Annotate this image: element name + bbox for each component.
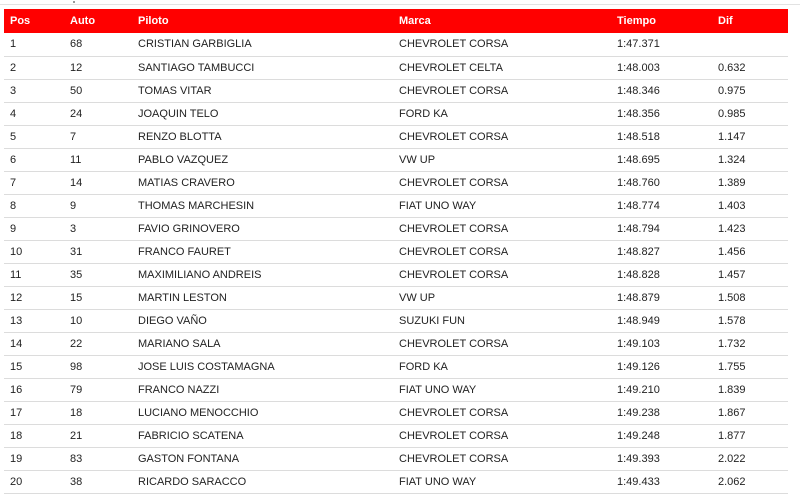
cell-dif: 1.456	[712, 240, 788, 263]
cell-dif: 1.755	[712, 355, 788, 378]
cell-tiempo: 1:49.210	[611, 378, 712, 401]
cell-marca: CHEVROLET CORSA	[393, 447, 611, 470]
cell-piloto: RICARDO SARACCO	[132, 470, 393, 493]
cell-pos: 5	[4, 125, 64, 148]
cell-pos: 11	[4, 263, 64, 286]
cell-pos: 14	[4, 332, 64, 355]
table-row	[4, 240, 788, 263]
cell-piloto: DIEGO VAÑO	[132, 309, 393, 332]
cell-dif: 0.632	[712, 56, 788, 79]
cell-marca: FIAT UNO WAY	[393, 194, 611, 217]
header-pos: Pos	[4, 9, 64, 33]
table-row	[4, 102, 788, 125]
cell-piloto: JOSE LUIS COSTAMAGNA	[132, 355, 393, 378]
cell-tiempo: 1:49.238	[611, 401, 712, 424]
cell-pos: 20	[4, 470, 64, 493]
cell-auto: 38	[64, 470, 132, 493]
cell-auto: 22	[64, 332, 132, 355]
cell-tiempo: 1:49.248	[611, 424, 712, 447]
cell-pos: 3	[4, 79, 64, 102]
cell-marca: CHEVROLET CORSA	[393, 79, 611, 102]
cell-piloto: CRISTIAN GARBIGLIA	[132, 33, 393, 56]
table-row	[4, 171, 788, 194]
cell-pos: 19	[4, 447, 64, 470]
table-header	[4, 9, 788, 33]
cell-pos: 12	[4, 286, 64, 309]
cell-marca: CHEVROLET CORSA	[393, 171, 611, 194]
cell-piloto: GASTON FONTANA	[132, 447, 393, 470]
cell-marca: CHEVROLET CORSA	[393, 217, 611, 240]
cell-tiempo: 1:49.103	[611, 332, 712, 355]
cell-tiempo: 1:49.126	[611, 355, 712, 378]
cell-auto: 21	[64, 424, 132, 447]
table-row	[4, 401, 788, 424]
cell-dif: 1.403	[712, 194, 788, 217]
table-row	[4, 378, 788, 401]
table-row	[4, 332, 788, 355]
cell-auto: 79	[64, 378, 132, 401]
cell-auto: 12	[64, 56, 132, 79]
cell-marca: CHEVROLET CORSA	[393, 424, 611, 447]
cell-tiempo: 1:48.949	[611, 309, 712, 332]
table-row	[4, 217, 788, 240]
cell-auto: 14	[64, 171, 132, 194]
cell-marca: CHEVROLET CORSA	[393, 240, 611, 263]
cell-auto: 68	[64, 33, 132, 56]
table-body	[4, 33, 788, 493]
cell-dif: 1.147	[712, 125, 788, 148]
header-dif: Dif	[712, 9, 788, 33]
cell-auto: 18	[64, 401, 132, 424]
cell-marca: CHEVROLET CORSA	[393, 332, 611, 355]
cell-auto: 10	[64, 309, 132, 332]
cell-auto: 7	[64, 125, 132, 148]
cell-auto: 24	[64, 102, 132, 125]
cell-auto: 15	[64, 286, 132, 309]
cell-dif: 1.389	[712, 171, 788, 194]
cell-piloto: FAVIO GRINOVERO	[132, 217, 393, 240]
cell-dif: 2.062	[712, 470, 788, 493]
cell-pos: 17	[4, 401, 64, 424]
cell-auto: 50	[64, 79, 132, 102]
cell-marca: FIAT UNO WAY	[393, 378, 611, 401]
cell-auto: 3	[64, 217, 132, 240]
cell-pos: 13	[4, 309, 64, 332]
table-row	[4, 33, 788, 56]
table-row	[4, 56, 788, 79]
cell-piloto: MARIANO SALA	[132, 332, 393, 355]
cell-auto: 83	[64, 447, 132, 470]
table-row	[4, 286, 788, 309]
cell-marca: CHEVROLET CELTA	[393, 56, 611, 79]
cell-piloto: RENZO BLOTTA	[132, 125, 393, 148]
cell-piloto: SANTIAGO TAMBUCCI	[132, 56, 393, 79]
cell-dif: 2.022	[712, 447, 788, 470]
table-row	[4, 148, 788, 171]
cell-piloto: TOMAS VITAR	[132, 79, 393, 102]
cell-pos: 16	[4, 378, 64, 401]
table-row	[4, 263, 788, 286]
cell-piloto: FABRICIO SCATENA	[132, 424, 393, 447]
cell-tiempo: 1:48.760	[611, 171, 712, 194]
cell-pos: 10	[4, 240, 64, 263]
cell-dif: 0.985	[712, 102, 788, 125]
cell-piloto: THOMAS MARCHESIN	[132, 194, 393, 217]
cell-marca: VW UP	[393, 148, 611, 171]
cell-tiempo: 1:48.356	[611, 102, 712, 125]
cell-tiempo: 1:48.518	[611, 125, 712, 148]
cell-pos: 1	[4, 33, 64, 56]
cell-piloto: MATIAS CRAVERO	[132, 171, 393, 194]
cell-pos: 4	[4, 102, 64, 125]
header-piloto: Piloto	[132, 9, 393, 33]
table-row	[4, 125, 788, 148]
cell-dif: 1.508	[712, 286, 788, 309]
table-row	[4, 424, 788, 447]
cell-tiempo: 1:48.774	[611, 194, 712, 217]
cell-dif: 1.324	[712, 148, 788, 171]
cell-pos: 6	[4, 148, 64, 171]
table-row	[4, 355, 788, 378]
cell-tiempo: 1:47.371	[611, 33, 712, 56]
cell-tiempo: 1:48.003	[611, 56, 712, 79]
cell-marca: CHEVROLET CORSA	[393, 401, 611, 424]
cell-tiempo: 1:48.794	[611, 217, 712, 240]
cell-dif: 1.578	[712, 309, 788, 332]
cell-marca: VW UP	[393, 286, 611, 309]
cell-piloto: MAXIMILIANO ANDREIS	[132, 263, 393, 286]
cell-piloto: MARTIN LESTON	[132, 286, 393, 309]
cell-piloto: LUCIANO MENOCCHIO	[132, 401, 393, 424]
cell-pos: 9	[4, 217, 64, 240]
table-row	[4, 79, 788, 102]
table-row	[4, 447, 788, 470]
cell-marca: FIAT UNO WAY	[393, 470, 611, 493]
top-mark	[73, 1, 75, 3]
cell-tiempo: 1:48.346	[611, 79, 712, 102]
header-tiempo: Tiempo	[611, 9, 712, 33]
cell-pos: 2	[4, 56, 64, 79]
header-marca: Marca	[393, 9, 611, 33]
cell-piloto: PABLO VAZQUEZ	[132, 148, 393, 171]
cell-pos: 15	[4, 355, 64, 378]
table-row	[4, 194, 788, 217]
cell-dif: 1.877	[712, 424, 788, 447]
header-row	[4, 9, 788, 33]
table-row	[4, 470, 788, 493]
cell-auto: 35	[64, 263, 132, 286]
top-divider	[0, 0, 800, 5]
cell-marca: FORD KA	[393, 355, 611, 378]
table-row	[4, 309, 788, 332]
cell-auto: 98	[64, 355, 132, 378]
cell-piloto: JOAQUIN TELO	[132, 102, 393, 125]
cell-piloto: FRANCO NAZZI	[132, 378, 393, 401]
cell-auto: 31	[64, 240, 132, 263]
cell-tiempo: 1:49.433	[611, 470, 712, 493]
cell-dif: 1.839	[712, 378, 788, 401]
cell-marca: CHEVROLET CORSA	[393, 33, 611, 56]
cell-tiempo: 1:49.393	[611, 447, 712, 470]
cell-tiempo: 1:48.879	[611, 286, 712, 309]
results-table	[4, 9, 788, 494]
cell-auto: 11	[64, 148, 132, 171]
cell-piloto: FRANCO FAURET	[132, 240, 393, 263]
cell-dif: 1.867	[712, 401, 788, 424]
cell-marca: FORD KA	[393, 102, 611, 125]
cell-dif: 1.423	[712, 217, 788, 240]
cell-tiempo: 1:48.827	[611, 240, 712, 263]
cell-dif: 0.975	[712, 79, 788, 102]
cell-tiempo: 1:48.695	[611, 148, 712, 171]
cell-pos: 7	[4, 171, 64, 194]
cell-dif: 1.732	[712, 332, 788, 355]
cell-marca: CHEVROLET CORSA	[393, 125, 611, 148]
cell-pos: 8	[4, 194, 64, 217]
cell-dif	[712, 33, 788, 56]
cell-marca: CHEVROLET CORSA	[393, 263, 611, 286]
cell-dif: 1.457	[712, 263, 788, 286]
cell-pos: 18	[4, 424, 64, 447]
cell-auto: 9	[64, 194, 132, 217]
cell-tiempo: 1:48.828	[611, 263, 712, 286]
cell-marca: SUZUKI FUN	[393, 309, 611, 332]
header-auto: Auto	[64, 9, 132, 33]
